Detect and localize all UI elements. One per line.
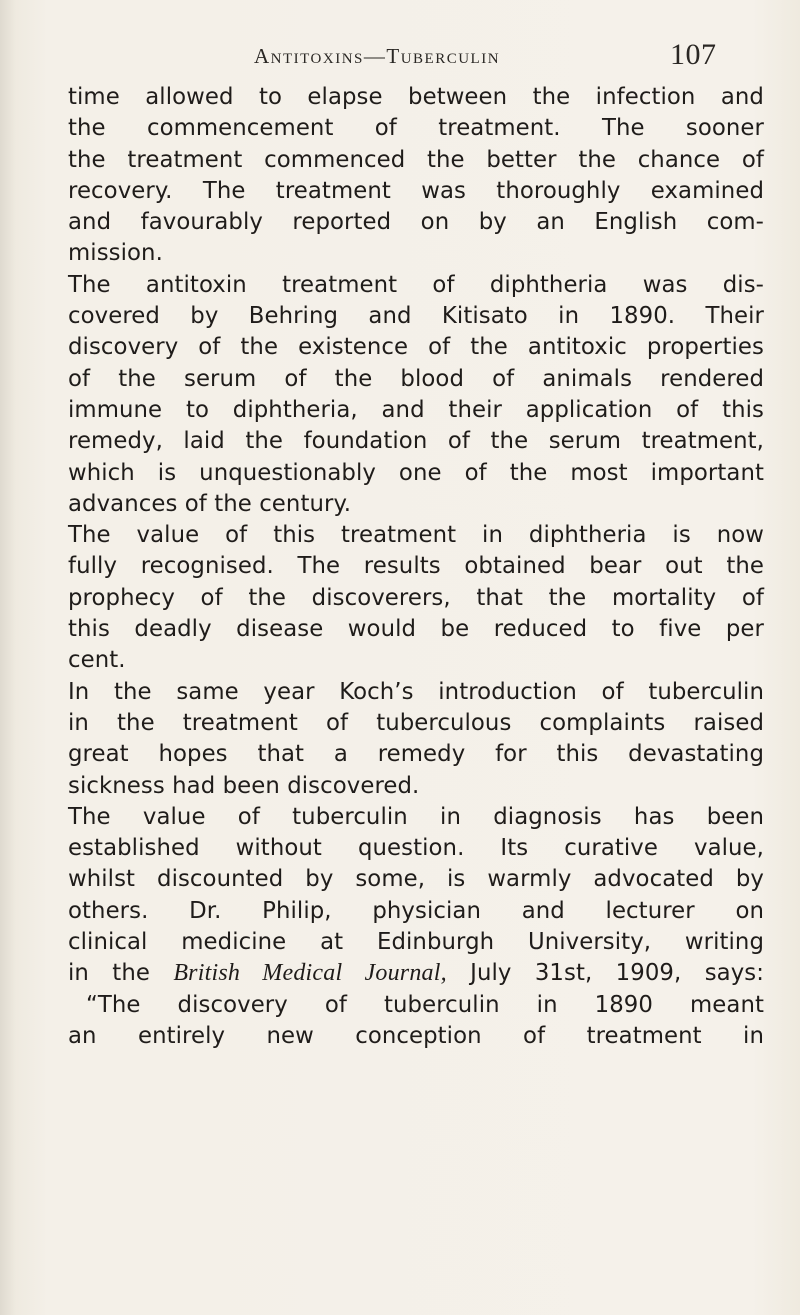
- text-line: which is unquestionably one of the most important: [68, 459, 764, 486]
- text-line: The antitoxin treatment of diphtheria was dis-: [68, 271, 764, 298]
- text-line: sickness had been discovered.: [68, 772, 420, 799]
- text-line: of the serum of the blood of animals rendered: [68, 365, 764, 392]
- text-line: immune to diphtheria, and their application of this: [68, 396, 764, 423]
- text-line: established without question. Its curative value,: [68, 835, 764, 862]
- text-line: The value of tuberculin in diagnosis has been: [68, 803, 764, 830]
- text-line: advances of the century.: [68, 490, 352, 517]
- text-line: cent.: [68, 647, 126, 674]
- text-fragment: in the: [68, 960, 174, 987]
- quote-line: “The discovery of tuberculin in 1890 meant: [86, 991, 764, 1018]
- text-line: in the treatment of tuberculous complaints raised: [68, 709, 764, 736]
- text-line: recovery. The treatment was thoroughly examined: [68, 177, 764, 204]
- running-head: [254, 38, 717, 78]
- text-line: The value of this treatment in diphtheria is now: [68, 522, 764, 549]
- journal-title: British Medical Journal,: [173, 960, 447, 987]
- text-fragment: July 31st, 1909, says:: [446, 960, 764, 987]
- text-line: fully recognised. The results obtained bear out the: [68, 553, 764, 580]
- text-line: others. Dr. Philip, physician and lecturer on: [68, 897, 764, 924]
- page-edge-shadow: [0, 0, 16, 1315]
- text-line: covered by Behring and Kitisato in 1890. Their: [68, 303, 764, 330]
- text-line: clinical medicine at Edinburgh University, writing: [68, 929, 764, 956]
- text-line: whilst discounted by some, is warmly advocated by: [68, 866, 764, 893]
- text-line: prophecy of the discoverers, that the mortality of: [68, 584, 764, 611]
- text-line: great hopes that a remedy for this devastating: [68, 741, 764, 768]
- body-text: [68, 82, 764, 1052]
- text-line-citation: [68, 958, 764, 989]
- text-line: the treatment commenced the better the chance of: [68, 146, 764, 173]
- text-line: the commencement of treatment. The sooner: [68, 115, 764, 142]
- text-line: mission.: [68, 240, 163, 267]
- running-title: Antitoxins—Tuberculin: [254, 44, 501, 68]
- text-line: discovery of the existence of the antitoxic properties: [68, 334, 764, 361]
- text-line: this deadly disease would be reduced to five per: [68, 616, 764, 643]
- text-line: In the same year Koch’s introduction of tuberculin: [68, 678, 764, 705]
- text-line: time allowed to elapse between the infection and: [68, 84, 764, 110]
- text-line: and favourably reported on by an English com-: [68, 209, 764, 236]
- quote-line: an entirely new conception of treatment in: [68, 1022, 764, 1049]
- text-line: remedy, laid the foundation of the serum treatment,: [68, 428, 764, 455]
- page-number: 107: [670, 38, 717, 71]
